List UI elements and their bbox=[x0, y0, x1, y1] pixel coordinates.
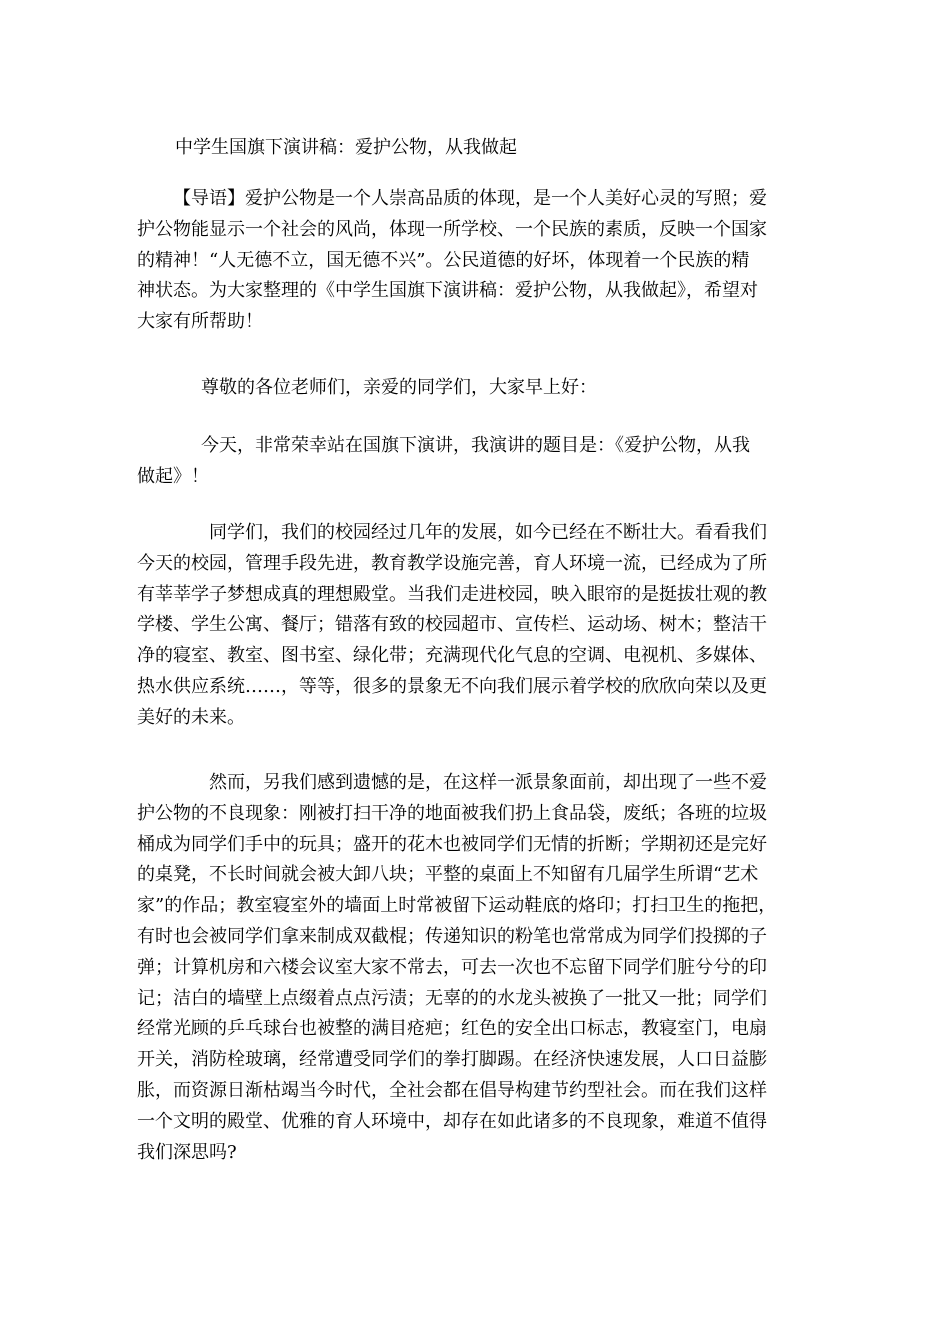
paragraph-line: 神状态。为大家整理的《中学生国旗下演讲稿：爱护公物，从我做起》，希望对 bbox=[137, 280, 758, 302]
paragraph-line: 桶成为同学们手中的玩具；盛开的花木也被同学们无情的折断；学期初还是完好 bbox=[137, 833, 767, 855]
paragraph-line: 家”的作品；教室寝室外的墙面上时常被留下运动鞋底的烙印；打扫卫生的拖把， bbox=[137, 895, 777, 917]
paragraph-line: 净的寝室、教室、图书室、绿化带；充满现代化气息的空调、电视机、多媒体、 bbox=[137, 645, 767, 667]
paragraph-line: 开关，消防栓玻璃，经常遭受同学们的拳打脚踢。在经济快速发展，人口日益膨 bbox=[137, 1049, 767, 1071]
paragraph-line: 有时也会被同学们拿来制成双截棍；传递知识的粉笔也常常成为同学们投掷的子 bbox=[137, 925, 767, 947]
paragraph-line: 热水供应系统……，等等，很多的景象无不向我们展示着学校的欣欣向荣以及更 bbox=[137, 675, 767, 697]
paragraph-line: 今天，非常荣幸站在国旗下演讲，我演讲的题目是：《爱护公物，从我 bbox=[201, 435, 750, 456]
paragraph-line: 同学们，我们的校园经过几年的发展，如今已经在不断壮大。看看我们 bbox=[209, 522, 767, 543]
document-title: 中学生国旗下演讲稿：爱护公物，从我做起 bbox=[175, 137, 517, 158]
paragraph-line: 护公物能显示一个社会的风尚，体现一所学校、一个民族的素质，反映一个国家 bbox=[137, 218, 767, 240]
paragraph-line: 记；洁白的墙壁上点缀着点点污渍；无辜的的水龙头被换了一批又一批；同学们 bbox=[137, 987, 767, 1009]
paragraph-line: 有莘莘学子梦想成真的理想殿堂。当我们走进校园，映入眼帘的是挺拔壮观的教 bbox=[137, 583, 767, 605]
paragraph-line: 学楼、学生公寓、餐厅；错落有致的校园超市、宣传栏、运动场、树木；整洁干 bbox=[137, 614, 767, 636]
paragraph-line: 的精神！“人无德不立，国无德不兴”。公民道德的好坏，体现着一个民族的精 bbox=[137, 249, 750, 271]
paragraph-greeting bbox=[137, 373, 815, 404]
paragraph-line: 做起》！ bbox=[137, 465, 209, 487]
paragraph-campus bbox=[137, 518, 815, 734]
paragraph-line: 护公物的不良现象：刚被打扫干净的地面被我们扔上食品袋，废纸；各班的垃圾 bbox=[137, 802, 767, 824]
paragraph-line: 美好的未来。 bbox=[137, 706, 245, 728]
paragraph-line: 尊敬的各位老师们，亲爱的同学们，大家早上好： bbox=[201, 377, 597, 398]
paragraph-line: 经常光顾的乒乓球台也被整的满目疮疤；红色的安全出口标志，教寝室门，电扇 bbox=[137, 1018, 767, 1040]
paragraph-line: 的桌凳，不长时间就会被大卸八块；平整的桌面上不知留有几届学生所谓“艺术 bbox=[137, 864, 759, 886]
paragraph-line: 一个文明的殿堂、优雅的育人环境中，却存在如此诸多的不良现象，难道不值得 bbox=[137, 1110, 767, 1132]
paragraph-intro bbox=[137, 184, 815, 338]
paragraph-line: 今天的校园，管理手段先进，教育教学设施完善，育人环境一流，已经成为了所 bbox=[137, 552, 767, 574]
paragraph-line: 胀，而资源日渐枯竭当今时代，全社会都在倡导构建节约型社会。而在我们这样 bbox=[137, 1079, 767, 1101]
paragraph-line: 然而，另我们感到遗憾的是，在这样一派景象面前，却出现了一些不爱 bbox=[209, 772, 767, 793]
paragraph-line: 大家有所帮助！ bbox=[137, 311, 263, 333]
paragraph-line: 我们深思吗? bbox=[137, 1141, 237, 1163]
paragraph-problems bbox=[137, 768, 815, 1168]
paragraph-line: 弹；计算机房和六楼会议室大家不常去，可去一次也不忘留下同学们脏兮兮的印 bbox=[137, 956, 767, 978]
paragraph-topic bbox=[137, 431, 815, 493]
paragraph-line: 【导语】爱护公物是一个人崇高品质的体现，是一个人美好心灵的写照；爱 bbox=[173, 188, 767, 209]
